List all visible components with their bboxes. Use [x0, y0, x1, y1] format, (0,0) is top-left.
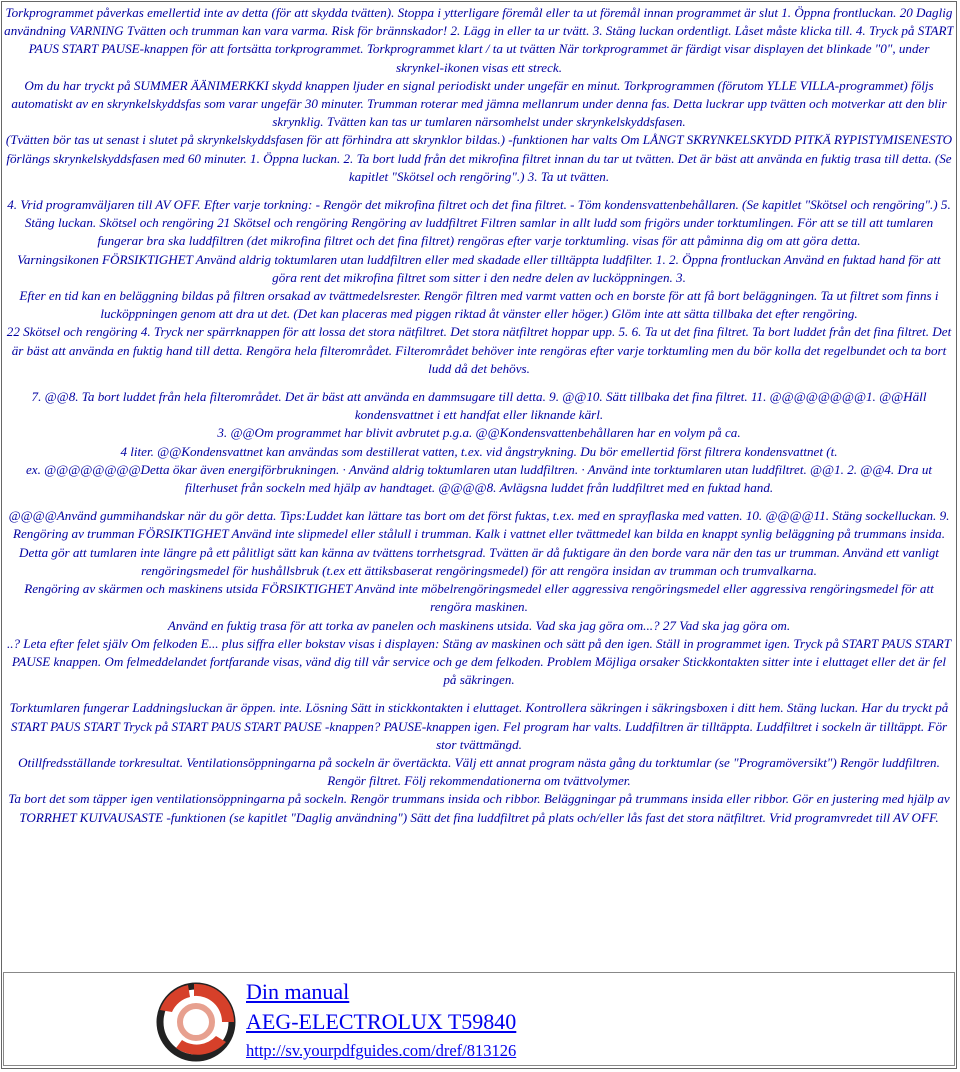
manual-link[interactable]: Din manual — [246, 979, 350, 1004]
manual-logo-icon — [154, 980, 238, 1064]
paragraph-4: 4. Vrid programväljaren till AV OFF. Efter varje torkning: - Rengör det mikrofina filtret och det fina filtret. - Töm kondensvattenbehållaren. (Se kapitlet "Skötsel och rengöring".) 5. Stäng luckan. Skötsel och rengöring 21 Skötsel och rengöring Rengöring av luddfiltret Filtren samlar in allt ludd som frigörs under torktumlingen. För att se till att tumlaren fungerar bra ska luddfiltren (det mikrofina filtret och det fina filtret) rengöras efter varje torktumling. visas för att påminna dig om att göra detta. — [7, 197, 951, 249]
url-link[interactable]: http://sv.yourpdfguides.com/dref/813126 — [246, 1041, 517, 1060]
paragraph-14: Rengöring av skärmen och maskinens utsida FÖRSIKTIGHET Använd inte möbelrengöringsmedel eller aggressiva rengöringsmedel eller aggressiva rengöringsmedel för att rengöra maskinen. — [24, 581, 934, 615]
paragraph-17: Torktumlaren fungerar Laddningsluckan är öppen. inte. Lösning Sätt in stickkontakten i eluttaget. Kontrollera säkringen i säkringsboxen i ditt hem. Stäng luckan. Har du tryckt på START PAUS START Tryck på START PAUS START PAUSE -knappen? PAUSE-knappen igen. Fel program har valts. Luddfiltren är tilltäppta. Luddfiltret i sockeln är tilltäppt. För stor tvättmängd. — [9, 700, 949, 752]
footer-banner — [3, 972, 955, 1066]
paragraph-3: (Tvätten bör tas ut senast i slutet på skrynkelskyddsfasen för att förhindra att skrynklor bildas.) -funktionen har valts Om LÅNGT SKRYNKELSKYDD PITKÄ RYPISTYMISENESTO förlängs skrynkelskyddsfasen med 60 minuter. 1. Öppna luckan. 2. Ta bort ludd från det mikrofina filtret innan du tar ut tvätten. Det är bäst att använda en fuktig trasa till detta. (Se kapitlet "Skötsel och rengöring".) 3. Ta ut tvätten. — [5, 132, 953, 184]
product-link[interactable]: AEG-ELECTROLUX T59840 — [246, 1009, 517, 1034]
paragraph-15: Använd en fuktig trasa för att torka av panelen och maskinens utsida. Vad ska jag göra om...? 27 Vad ska jag göra om. — [167, 617, 791, 633]
paragraph-6: Efter en tid kan en beläggning bildas på filtren orsakad av tvättmedelsrester. Rengör filtren med varmt vatten och en borste för att få bort beläggningen. Ta ut filtret som finns i lucköppningen genom att dra ut det. (Det kan placeras med piggen riktad åt vänster eller höger.) Glöm inte att sätta tillbaka det efter rengöring. — [19, 288, 939, 322]
document-page — [1, 1, 957, 1069]
paragraph-11: ex. @@@@@@@@Detta ökar även energiförbrukningen. · Använd aldrig toktumlaren utan luddfiltren. · Använd inte torktumlaren utan luddfiltret. @@1. 2. @@4. Dra ut filterhuset från sockeln med hjälp av handtaget. @@@@8. Avlägsna luddet från luddfiltret med en fuktad hand. — [25, 461, 933, 496]
paragraph-10: 4 liter. @@Kondensvattnet kan användas som destillerat vatten, t.ex. vid ångstrykning. Du bör emellertid först filtrera kondensvattnet (t. — [120, 443, 838, 459]
document-body — [4, 4, 954, 970]
paragraph-18: Otillfredsställande torkresultat. Ventilationsöppningarna på sockeln är övertäckta. Välj ett annat program nästa gång du torktumlar (se "Programöversikt") Rengör luddfiltren. Rengör filtret. Följ rekommendationerna om tvättvolymer. — [18, 754, 940, 789]
paragraph-1: Torkprogrammet påverkas emellertid inte av detta (för att skydda tvätten). Stoppa i ytterligare föremål eller ta ut föremål innan programmet är slut 1. Öppna frontluckan. 20 Daglig användning VARNING Tvätten och trumman kan vara varma. Risk för brännskador! 2. Lägg in eller ta ur tvätt. 3. Stäng luckan ordentligt. Låset måste klicka till. 4. Tryck på START PAUS START PAUSE-knappen för att fortsätta torkprogrammet. Torkprogrammet klart / ta ut tvätten När torkprogrammet är färdigt visar displayen det blinkade "0", under skrynkel-ikonen visas ett streck. — [4, 5, 954, 75]
paragraph-7: 22 Skötsel och rengöring 4. Tryck ner spärrknappen för att lossa det stora nätfiltret. Det stora nätfiltret hoppar upp. 5. 6. Ta ut det fina filtret. Ta bort luddet från det fina filtret. Det är bäst att använda en fuktig hand till detta. Rengöra hela filterområdet. Filterområdet behöver inte rengöras efter varje torktumling men du bör kolla det regelbundet och ta bort ludd då det behövs. — [6, 324, 952, 376]
paragraph-16: ..? Leta efter felet själv Om felkoden E... plus siffra eller bokstav visas i displayen: Stäng av maskinen och sätt på den igen. Ställ in programmet igen. Tryck på START PAUS START PAUSE knappen. Om felmeddelandet fortfarande visas, vänd dig till vår service och ge dem felkoden. Problem Möjliga orsaker Stickkontakten sitter inte i eluttaget eller det är fel på säkringen. — [6, 635, 952, 688]
paragraph-12: @@@@Använd gummihandskar när du gör detta. Tips:Luddet kan lättare tas bort om det först fuktas, t.ex. med en sprayflaska med vatten. 10. @@@@11. Stäng sockelluckan. 9. Rengöring av trumman FÖRSIKTIGHET Använd inte slipmedel eller stålull i trumman. Kalk i vattnet eller tvättmedel kan bilda en knappt synlig beläggning på trummans insida. — [8, 508, 950, 542]
paragraph-5: Varningsikonen FÖRSIKTIGHET Använd aldrig toktumlaren utan luddfiltren eller med skadade eller tilltäppta luddfilter. 1. 2. Öppna frontluckan Använd en fuktad hand för att göra rent det mikrofina filtret som sitter i den nedre delen av lucköppningen. 3. — [17, 251, 941, 285]
paragraph-19: Ta bort det som täpper igen ventilationsöppningarna på sockeln. Rengör trummans insida och ribbor. Beläggningar på trummans insida eller ribbor. Gör en justering med hjälp av TORRHET KUIVAUSASTE -funktionen (se kapitlet "Daglig användning") Sätt det fina luddfiltret på plats och/eller lås fast det stora nätfiltret. Vrid programvredet till AV OFF. — [8, 791, 950, 825]
paragraph-2: Om du har tryckt på SUMMER ÄÄNIMERKKI skydd knappen ljuder en signal periodiskt under ungefär en minut. Torkprogrammen (förutom YLLE VILLA-programmet) följs automatiskt av en skrynkelskyddsfas som varar ungefär 30 minuter. Trumman roterar med jämna mellanrum under denna fas. Detta luckrar upp tvätten och motverkar att den blir skrynklig. Tvätten kan tas ur tumlaren närsomhelst under skrynkelskyddsfasen. — [11, 77, 947, 130]
paragraph-13: Detta gör att tumlaren inte längre på ett pålitligt sätt kan känna av tvättens torrhetsgrad. Tvätten är då fuktigare än den borde vara när den tas ur trumman. Använd ett vanligt rengöringsmedel för hushållsbruk (t.ex ett ättiksbaserat rengöringsmedel) för att rengöra insidan av trumman och trumvalkarna. — [19, 544, 939, 578]
paragraph-8: 7. @@8. Ta bort luddet från hela filterområdet. Det är bäst att använda en dammsugare till detta. 9. @@10. Sätt tillbaka det fina filtret. 11. @@@@@@@@1. @@Häll kondensvattnet i ett handfat eller liknande kärl. — [31, 389, 927, 423]
paragraph-9: 3. @@Om programmet har blivit avbrutet p.g.a. @@Kondensvattenbehållaren har en volym på ca. — [217, 425, 741, 441]
